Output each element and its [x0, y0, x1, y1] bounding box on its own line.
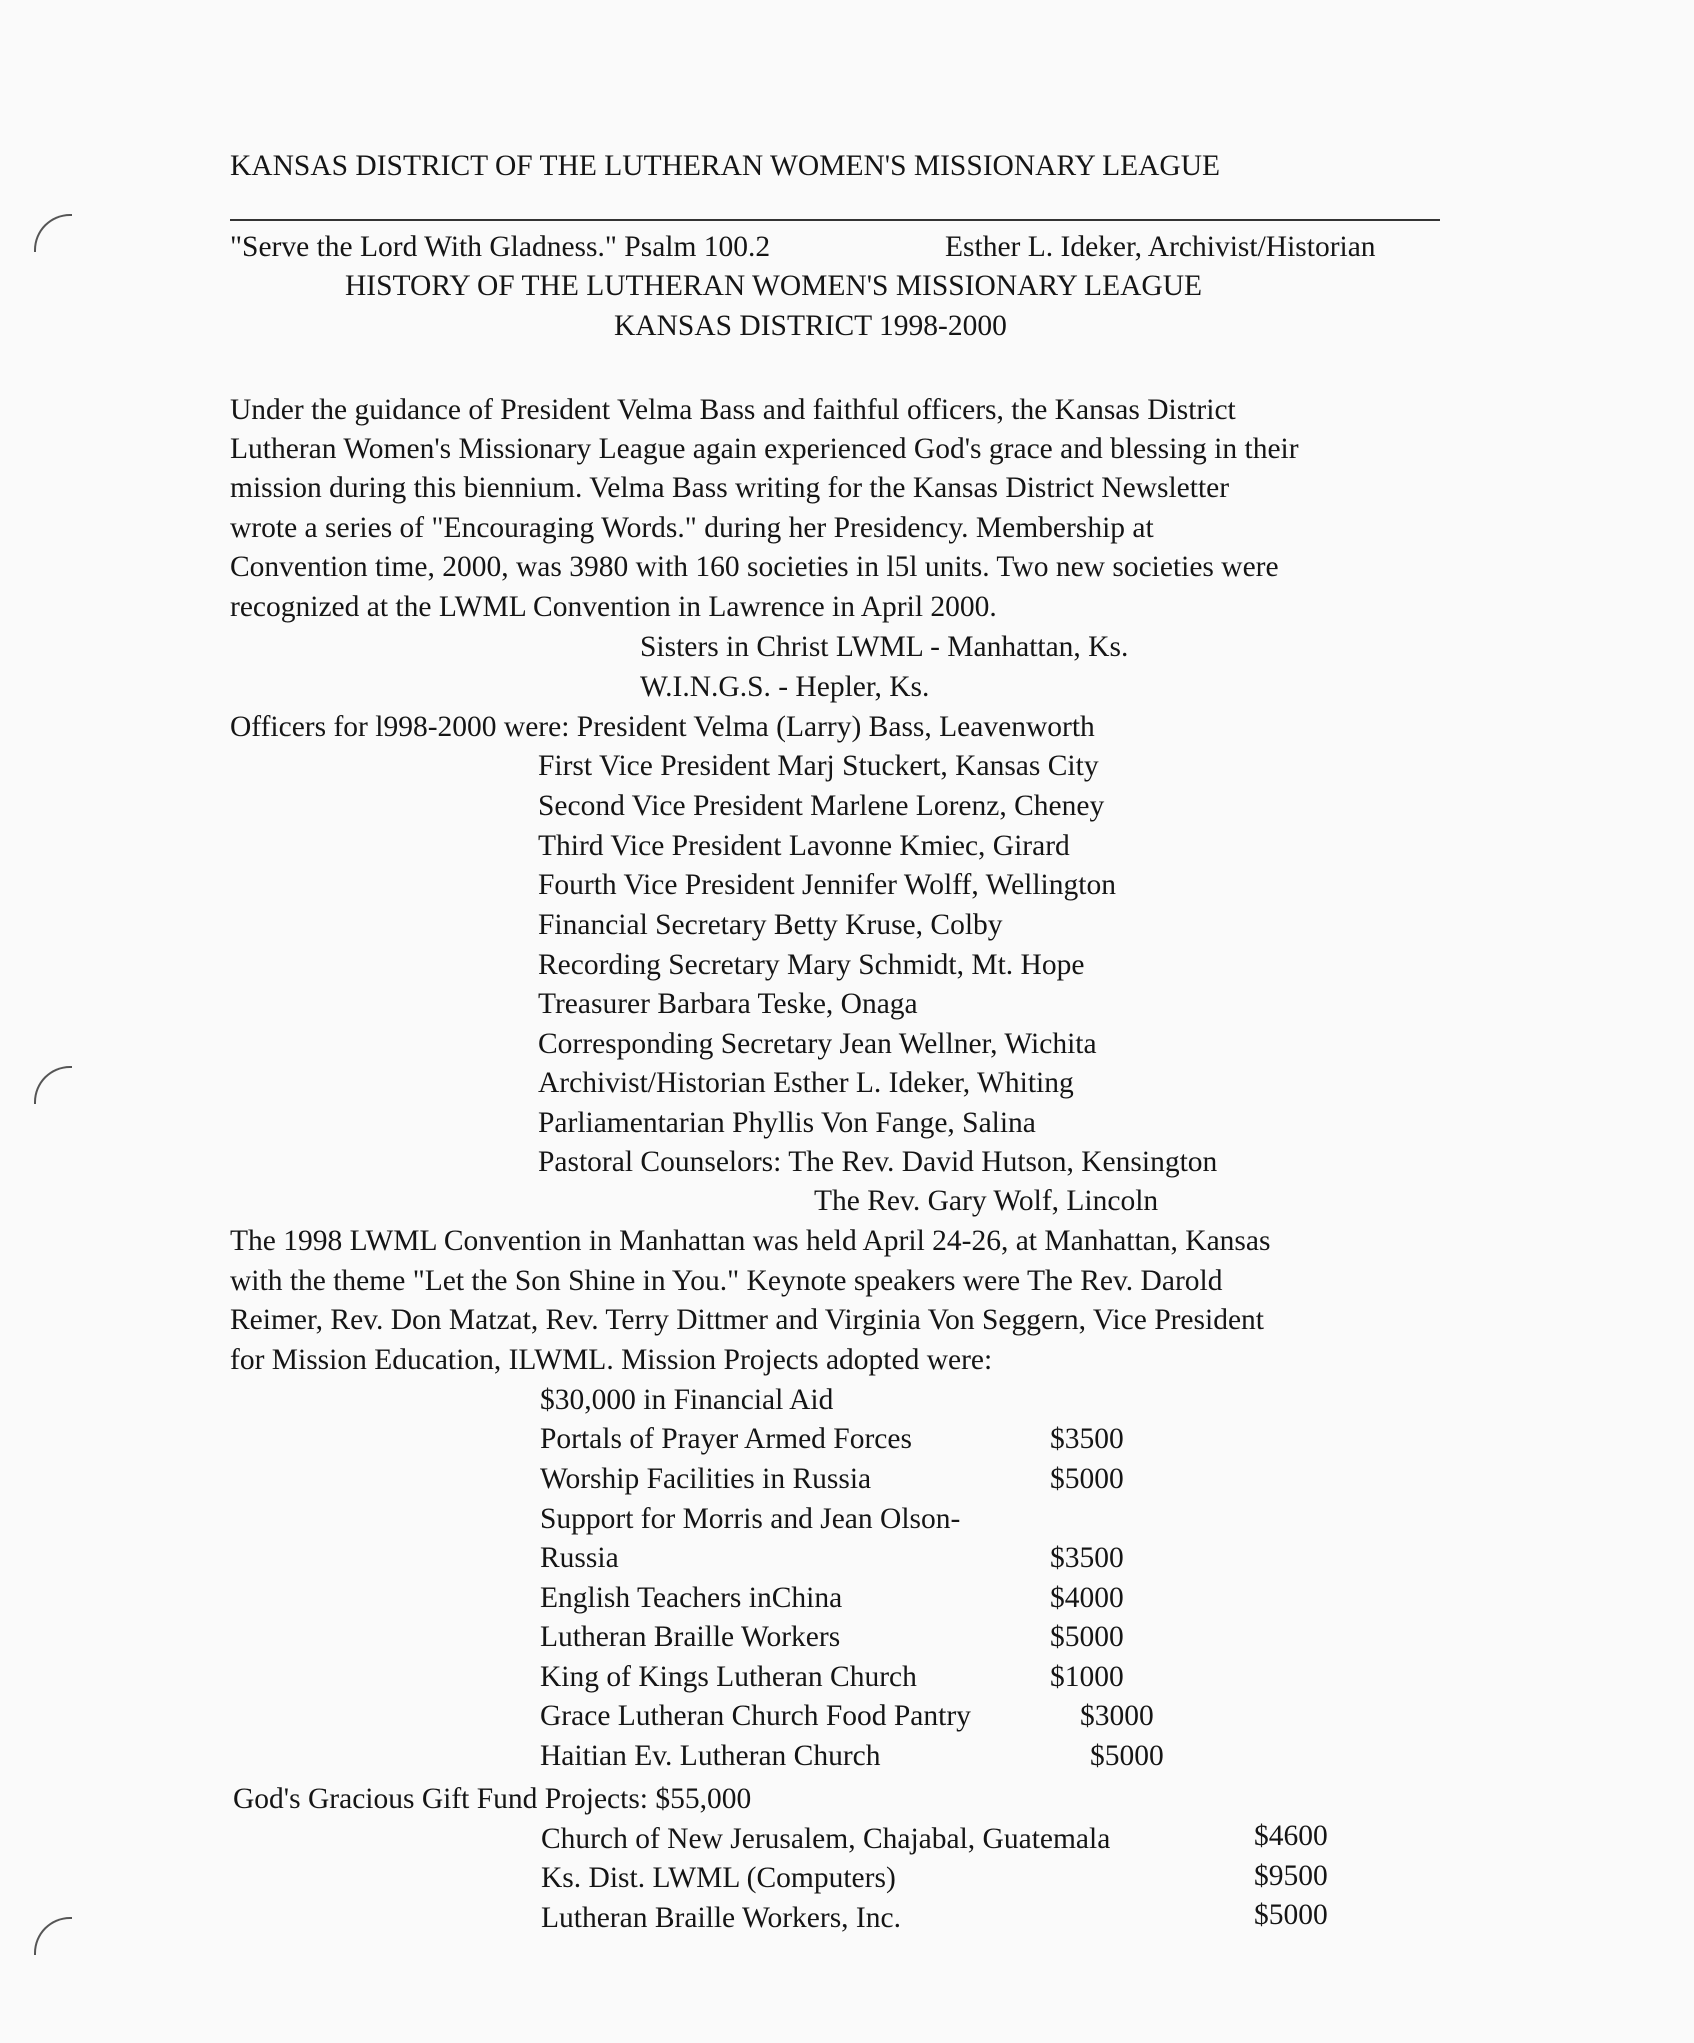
project-name: Lutheran Braille Workers	[540, 1621, 841, 1653]
convention-line: with the theme "Let the Son Shine in You." Keynote speakers were The Rev. Darold	[230, 1265, 1223, 1297]
officer-item: Pastoral Counselors: The Rev. David Hutson, Kensington	[538, 1146, 1218, 1178]
project-name: $30,000 in Financial Aid	[540, 1384, 834, 1416]
gift-project-name: Church of New Jerusalem, Chajabal, Guatemala	[541, 1823, 1111, 1855]
project-name: English Teachers inChina	[540, 1582, 843, 1614]
project-name: Russia	[540, 1542, 619, 1574]
new-society: Sisters in Christ LWML - Manhattan, Ks.	[640, 631, 1129, 663]
project-name: King of Kings Lutheran Church	[540, 1661, 917, 1693]
archivist-credit: Esther L. Ideker, Archivist/Historian	[945, 231, 1376, 263]
convention-line: Reimer, Rev. Don Matzat, Rev. Terry Dittmer and Virginia Von Seggern, Vice President	[230, 1304, 1264, 1336]
header-rule	[230, 219, 1440, 221]
history-subtitle: KANSAS DISTRICT 1998-2000	[614, 310, 1007, 342]
project-name: Worship Facilities in Russia	[540, 1463, 872, 1495]
project-amount: $4000	[1050, 1582, 1124, 1614]
project-name: Portals of Prayer Armed Forces	[540, 1423, 912, 1455]
intro-line: Lutheran Women's Missionary League again experienced God's grace and blessing in their	[230, 433, 1299, 465]
binder-hole-middle	[34, 1066, 72, 1104]
gift-project-amount: $5000	[1254, 1899, 1328, 1931]
gift-project-name: Ks. Dist. LWML (Computers)	[541, 1862, 896, 1894]
officer-item: Parliamentarian Phyllis Von Fange, Salina	[538, 1107, 1036, 1139]
gift-project-amount: $9500	[1254, 1860, 1328, 1892]
project-name: Grace Lutheran Church Food Pantry	[540, 1700, 971, 1732]
intro-line: Convention time, 2000, was 3980 with 160 societies in l5l units. Two new societies were	[230, 551, 1279, 583]
officer-item: First Vice President Marj Stuckert, Kansas City	[538, 750, 1099, 782]
officer-item: Financial Secretary Betty Kruse, Colby	[538, 909, 1003, 941]
new-society: W.I.N.G.S. - Hepler, Ks.	[640, 671, 930, 703]
gift-project-name: Lutheran Braille Workers, Inc.	[541, 1902, 901, 1934]
project-name: Haitian Ev. Lutheran Church	[540, 1740, 881, 1772]
intro-line: recognized at the LWML Convention in Lawrence in April 2000.	[230, 591, 997, 623]
binder-hole-top	[34, 214, 72, 252]
officer-item: The Rev. Gary Wolf, Lincoln	[814, 1185, 1159, 1217]
convention-line: The 1998 LWML Convention in Manhattan was held April 24-26, at Manhattan, Kansas	[230, 1225, 1271, 1257]
project-amount: $3500	[1050, 1423, 1124, 1455]
intro-line: wrote a series of "Encouraging Words." during her Presidency. Membership at	[230, 512, 1154, 544]
gift-project-amount: $4600	[1254, 1820, 1328, 1852]
officer-item: Corresponding Secretary Jean Wellner, Wichita	[538, 1028, 1097, 1060]
project-name: Support for Morris and Jean Olson-	[540, 1503, 961, 1535]
convention-line: for Mission Education, ILWML. Mission Projects adopted were:	[230, 1344, 993, 1376]
officer-item: Third Vice President Lavonne Kmiec, Girard	[538, 830, 1070, 862]
officer-item: Treasurer Barbara Teske, Onaga	[538, 988, 918, 1020]
project-amount: $3000	[1080, 1700, 1154, 1732]
org-title: KANSAS DISTRICT OF THE LUTHERAN WOMEN'S MISSIONARY LEAGUE	[230, 150, 1221, 182]
intro-line: Under the guidance of President Velma Bass and faithful officers, the Kansas District	[230, 394, 1236, 426]
officer-item: Recording Secretary Mary Schmidt, Mt. Hope	[538, 949, 1085, 981]
history-title: HISTORY OF THE LUTHERAN WOMEN'S MISSIONARY LEAGUE	[345, 270, 1203, 302]
project-amount: $1000	[1050, 1661, 1124, 1693]
project-amount: $5000	[1050, 1621, 1124, 1653]
officer-item: Fourth Vice President Jennifer Wolff, Wellington	[538, 869, 1116, 901]
officer-item: Archivist/Historian Esther L. Ideker, Whiting	[538, 1067, 1074, 1099]
binder-hole-bottom	[34, 1917, 72, 1955]
project-amount: $3500	[1050, 1542, 1124, 1574]
project-amount: $5000	[1090, 1740, 1164, 1772]
gift-fund-intro: God's Gracious Gift Fund Projects: $55,000	[233, 1783, 752, 1815]
intro-line: mission during this biennium. Velma Bass writing for the Kansas District Newsletter	[230, 472, 1230, 504]
motto: "Serve the Lord With Gladness." Psalm 100.2	[230, 231, 771, 263]
officer-item: Second Vice President Marlene Lorenz, Cheney	[538, 790, 1105, 822]
project-amount: $5000	[1050, 1463, 1124, 1495]
officers-intro: Officers for l998-2000 were: President Velma (Larry) Bass, Leavenworth	[230, 711, 1095, 743]
